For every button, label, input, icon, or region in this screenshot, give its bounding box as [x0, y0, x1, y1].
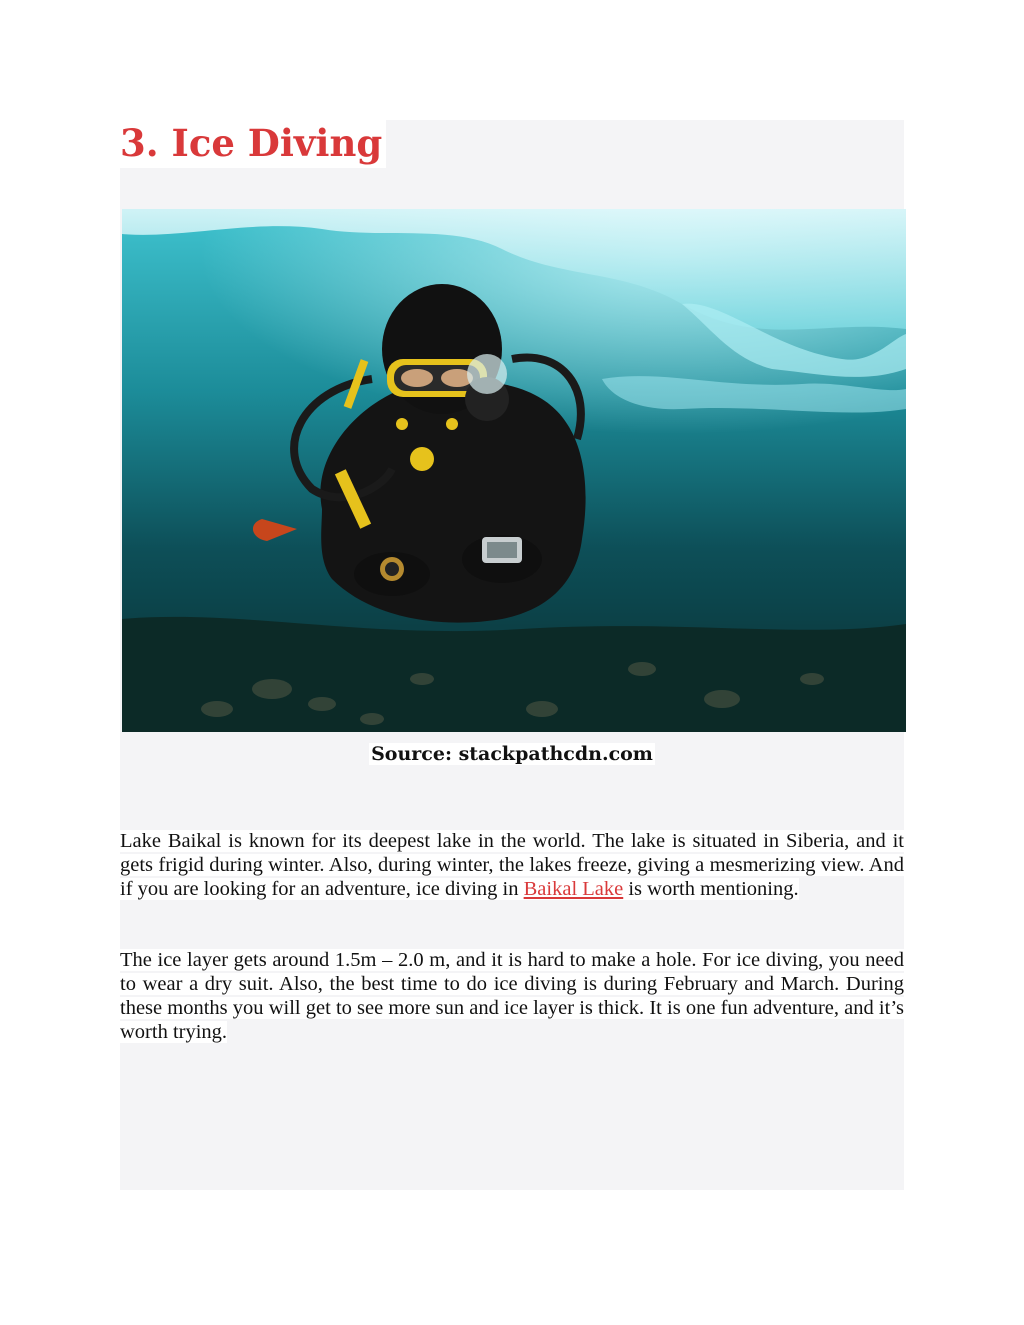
scuba-diver-photo-illustration: [122, 209, 906, 732]
paragraph-1-text-before-link: Lake Baikal is known for its deepest lake in the world. The lake is situated in Siberia, and it gets frigid during winter. Also, during winter, the lakes freeze, giving a mesmerizing view. And if you are looking for an adventure, ice diving in: [120, 830, 904, 900]
image-caption: [120, 740, 904, 768]
paragraph-2: [120, 948, 904, 1044]
caption-text: Source: stackpathcdn.com: [371, 743, 653, 765]
ice-diving-photo: [122, 209, 906, 732]
paragraph-1: [120, 829, 904, 901]
paragraph-2-text: The ice layer gets around 1.5m – 2.0 m, and it is hard to make a hole. For ice diving, you need to wear a dry suit. Also, the best time to do ice diving is during February and March. During these months you will get to see more sun and ice layer is thick. It is one fun adventure, and it’s worth trying.: [120, 949, 904, 1043]
baikal-lake-link[interactable]: Baikal Lake: [523, 878, 624, 900]
page-title: 3. Ice Diving: [120, 118, 386, 168]
paragraph-1-text-after-link: is worth mentioning.: [623, 878, 799, 900]
